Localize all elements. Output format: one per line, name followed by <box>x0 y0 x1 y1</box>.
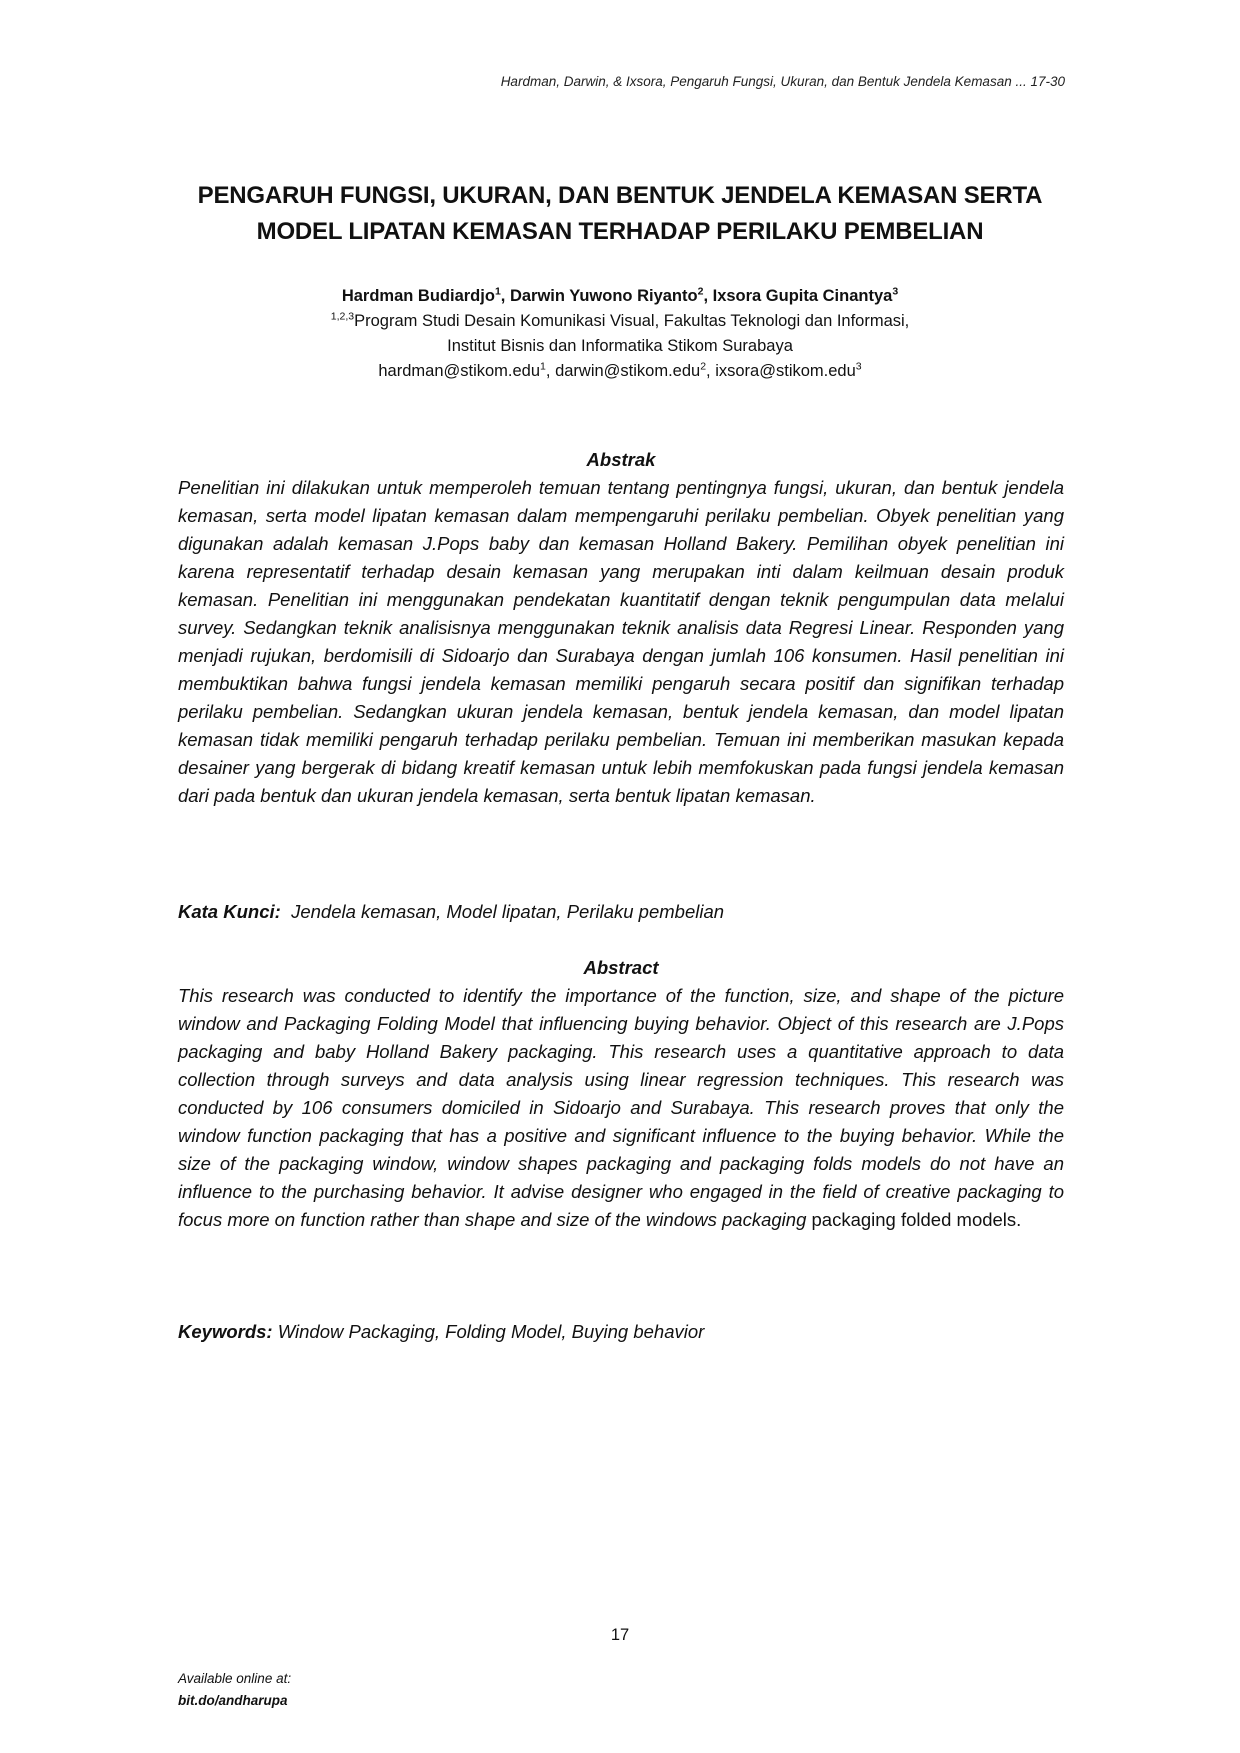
abstract-body-upright: packaging folded model <box>811 1209 1007 1230</box>
running-head: Hardman, Darwin, & Ixsora, Pengaruh Fungsi, Ukuran, dan Bentuk Jendela Kemasan ... 17-30 <box>500 74 1065 89</box>
keywords-text: Window Packaging, Folding Model, Buying behavior <box>277 1321 705 1342</box>
abstract-heading: Abstract <box>583 957 659 978</box>
author-3-sup: 3 <box>892 285 899 298</box>
kata-kunci-text: Jendela kemasan, Model lipatan, Perilaku pembelian <box>291 901 725 922</box>
email-2-sup: 2 <box>700 360 707 373</box>
author-emails: hardman@stikom.edu$^1$, darwin@stikom.edu$^2$, ixsora@stikom.edu$^3$ <box>378 360 862 380</box>
email-2: darwin@stikom.edu <box>555 362 701 380</box>
kata-kunci <box>178 898 1064 926</box>
abstrak-body: Penelitian ini dilakukan untuk memperoleh temuan tentang pentingnya fungsi, ukuran, dan bentuk jendela kemasan, serta model lipatan kemasan dalam mempengaruhi perilaku pembelian. Obyek penelitian yang digunakan adalah kemasan J.Pops baby dan kemasan Holland Bakery. Pemilihan obyek penelitian ini karena representatif terhadap desain kemasan yang merupakan inti dalam keilmuan desain produk kemasan. Penelitian ini menggunakan pendekatan kuantitatif dengan teknik pengumpulan data melalui survey. Sedangkan teknik analisisnya menggunakan teknik analisis data Regresi Linear. Responden yang menjadi rujukan, berdomisili di Sidoarjo dan Surabaya dengan jumlah 106 konsumen. Hasil penelitian ini membuktikan bahwa fungsi jendela kemasan memiliki pengaruh secara positif dan signifikan terhadap perilaku pembelian. Sedangkan ukuran jendela kemasan, bentuk jendela kemasan, dan model lipatan kemasan tidak memiliki pengaruh terhadap perilaku pembelian. Temuan ini memberikan masukan kepada desainer yang bergerak di bidang kreatif kemasan untuk lebih memfokuskan pada fungsi jendela kemasan dari pada bentuk dan ukuran jendela kemasan, serta bentuk lipatan kemasan. <box>178 477 1064 806</box>
affiliation-text-1: Program Studi Desain Komunikasi Visual, Fakultas Teknologi dan Informasi, <box>354 312 910 330</box>
abstrak-heading: Abstrak <box>586 449 656 470</box>
page-number: 17 <box>610 1626 630 1644</box>
author-2: Darwin Yuwono Riyanto <box>509 287 698 305</box>
abstract-body <box>178 982 1064 1234</box>
affiliation-line-2: Institut Bisnis dan Informatika Stikom Surabaya <box>447 337 793 355</box>
email-3: ixsora@stikom.edu <box>715 362 856 380</box>
author-2-sup: 2 <box>697 285 704 298</box>
footer-available: Available online at: <box>178 1671 292 1686</box>
kata-kunci-label: Kata Kunci: <box>178 901 281 922</box>
affiliation-line-1 <box>120 309 1120 334</box>
author-3: Ixsora Gupita Cinantya <box>712 287 893 305</box>
abstrak-section <box>178 446 1064 810</box>
paper-title-line-2: MODEL LIPATAN KEMASAN TERHADAP PERILAKU PEMBELIAN <box>256 218 984 245</box>
abstract-section <box>178 954 1064 1234</box>
paper-title-line-1: PENGARUH FUNGSI, UKURAN, DAN BENTUK JENDELA KEMASAN SERTA <box>197 182 1043 209</box>
keywords <box>178 1318 1064 1346</box>
keywords-label: Keywords: <box>178 1321 273 1342</box>
email-1: hardman@stikom.edu <box>378 362 541 380</box>
footer-url: bit.do/andharupa <box>178 1693 288 1708</box>
affiliation-sup: 1,2,3 <box>330 310 355 323</box>
abstract-body-tail: s. <box>1006 1209 1022 1230</box>
author-1: Hardman Budiardjo <box>341 287 495 305</box>
email-3-sup: 3 <box>855 360 862 373</box>
author-1-sup: 1 <box>494 285 501 298</box>
author-names: Hardman Budiardjo$^1$, Darwin Yuwono Riyanto$^2$, Ixsora Gupita Cinantya$^3$ <box>341 285 899 305</box>
footer <box>178 1668 291 1712</box>
email-1-sup: 1 <box>540 360 546 373</box>
author-block <box>120 284 1120 384</box>
abstract-body-italic: This research was conducted to identify the importance of the function, size, and shape of the picture window and Packaging Folding Model that influencing buying behavior. Object of this research are J.Pops packaging and baby Holland Bakery packaging. This research uses a quantitative approach to data collection through surveys and data analysis using linear regression techniques. This research was conducted by 106 consumers domiciled in Sidoarjo and Surabaya. This research proves that only the window function packaging that has a positive and significant influence to the buying behavior. While the size of the packaging window, window shapes packaging and packaging folds models do not have an influence to the purchasing behavior. It advise designer who engaged in the field of creative packaging to focus more on function rather than shape and size of the windows packaging <box>178 985 1064 1230</box>
paper-title <box>120 178 1120 250</box>
